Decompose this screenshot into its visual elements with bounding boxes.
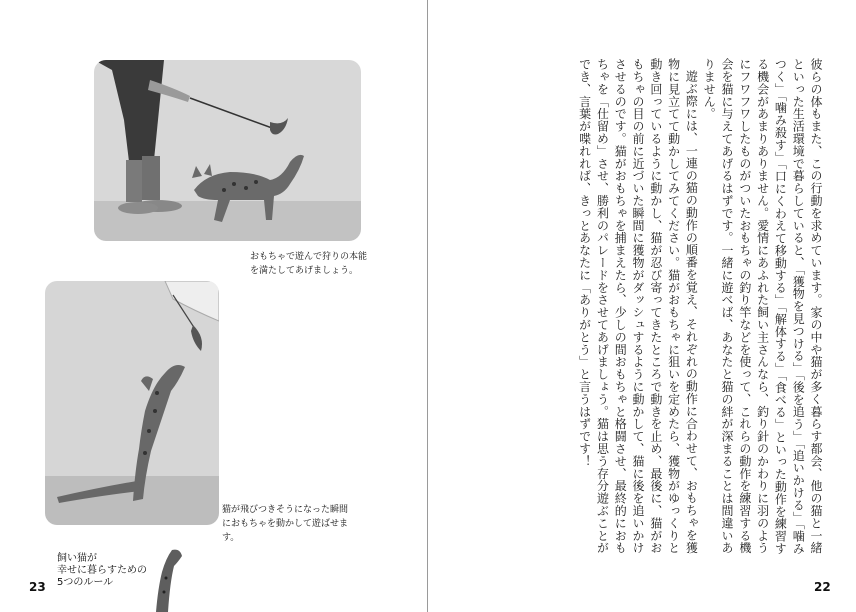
hand	[165, 281, 219, 321]
body-paragraph-2: 遊ぶ際には、一連の猫の動作の順番を覚え、それぞれの動作に合わせて、おもちゃを獲物に見立てて動かしてみてください。猫がおもちゃに狙いを定めたら、獲物がゆっくりと動き回っているように動かし、猫が忍び寄ってきたところで動きを止め、最後に、猫がおもちゃの目の前に近づいた瞬間に獲物がダッシュするように動かして、猫に後を追いかけさせるのです。猫がおもちゃを捕まえたら、少しの間おもちゃと格闘させ、最終的におもちゃを「仕留め」させ、勝利のパレードをさせてあげましょう。猫は思う存分遊ぶことができ、言葉が喋れれば、きっとあなたに「ありがとう」と言うはずです！	[577, 58, 699, 554]
series-title	[57, 553, 147, 589]
series-title-line-3: 5つのルール	[57, 577, 114, 588]
wand-stick	[190, 98, 272, 128]
feather-toy-2	[191, 325, 202, 351]
page-number-left: 23	[29, 580, 46, 594]
body-text	[575, 58, 824, 558]
left-page	[0, 0, 427, 612]
feather-toy	[270, 118, 288, 135]
spotted-cat	[194, 155, 304, 222]
photo-caption-2: 猫が飛びつきそうになった瞬間におもちゃを動かして遊ばせます。	[222, 505, 349, 543]
page-number-right: 22	[814, 580, 831, 594]
body-paragraph-1: 彼らの体もまた、この行動を求めています。家の中や猫が多く暮らす都会、他の猫と一緒といった生活環境で暮らしていると、「獲物を見つける」「後を追う」「追いかける」「噛みつく」「噛み殺す」「口にくわえて移動する」「解体する」「食べる」といった動作を練習する機会があまりありません。愛情にあふれた飼い主さんなら、釣り針のかわりに羽のようにフワフワしたものがついたおもちゃの釣り竿などを使って、これらの動作を練習する機会を猫に与えてあげるはずです。一緒に遊べば、あなたと猫の絆が深まることは間違いありません。	[702, 58, 823, 555]
cat-jumping-photo-illustration	[45, 281, 219, 525]
cat-wand-photo-illustration	[94, 60, 361, 241]
photo-person-playing-with-cat	[94, 60, 361, 241]
cat-thumbnail-icon	[150, 548, 190, 612]
series-title-line-2: 幸せに暮らすための	[57, 565, 147, 576]
photo-caption-1: おもちゃで遊んで狩りの本能を満たしてあげましょう。	[250, 252, 368, 276]
jumping-cat	[133, 365, 185, 501]
photo-cat-jumping	[45, 281, 219, 525]
series-title-line-1: 飼い猫が	[57, 553, 97, 564]
cat-tail	[57, 481, 141, 503]
